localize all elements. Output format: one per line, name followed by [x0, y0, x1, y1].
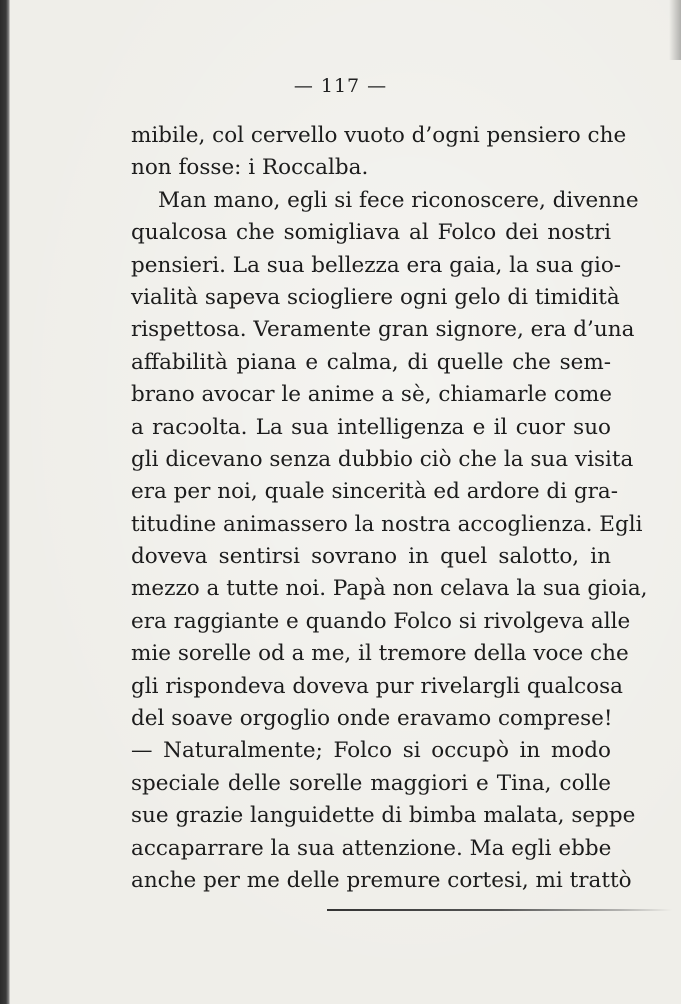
text-line: Man mano, egli si fece riconoscere, divenne: [158, 187, 639, 213]
catchword-rule: [327, 909, 672, 911]
text-line: era per noi, quale sincerità ed ardore di gra-: [131, 479, 618, 505]
page-number: — 117 —: [293, 75, 388, 97]
text-line: mie sorelle od a me, il tremore della voce che: [131, 641, 629, 667]
text-line: doveva sentirsi sovrano in quel salotto, in: [131, 544, 611, 570]
body-text: [131, 120, 648, 897]
text-line: gli dicevano senza dubbio ciò che la sua visita: [131, 446, 634, 472]
text-line: pensieri. La sua bellezza era gaia, la sua gio-: [131, 252, 622, 278]
text-line: brano avocar le anime a sè, chiamarle come: [131, 382, 612, 408]
binding-edge: [0, 0, 10, 1004]
text-line: del soave orgoglio onde eravamo comprese!: [131, 706, 613, 732]
text-line: a racɔolta. La sua intelligenza e il cuor suo: [131, 414, 611, 440]
text-line: era raggiante e quando Folco si rivolgeva alle: [131, 608, 631, 634]
text-line: accaparrare la sua attenzione. Ma egli ebbe: [131, 835, 612, 861]
text-line: non fosse: i Roccalba.: [131, 155, 369, 181]
text-line: speciale delle sorelle maggiori e Tina, colle: [131, 770, 611, 796]
text-line: titudine animassero la nostra accoglienza. Egli: [131, 511, 643, 537]
text-line: rispettosa. Veramente gran signore, era d’una: [131, 317, 635, 343]
page-corner-shadow: [669, 0, 681, 60]
text-line: affabilità piana e calma, di quelle che sem-: [131, 349, 611, 375]
text-line: mezzo a tutte noi. Papà non celava la sua gioia,: [131, 576, 648, 602]
text-line: gli rispondeva doveva pur rivelargli qualcosa: [131, 673, 623, 699]
text-line: sue grazie languidette di bimba malata, seppe: [131, 803, 636, 829]
text-line: vialità sapeva sciogliere ogni gelo di timidità: [131, 284, 620, 310]
text-line: mibile, col cervello vuoto d’ogni pensiero che: [131, 123, 627, 148]
text-line: — Naturalmente; Folco si occupò in modo: [131, 738, 611, 764]
text-line: qualcosa che somigliava al Folco dei nostri: [131, 220, 611, 246]
text-line: anche per me delle premure cortesi, mi trattò: [131, 867, 632, 893]
